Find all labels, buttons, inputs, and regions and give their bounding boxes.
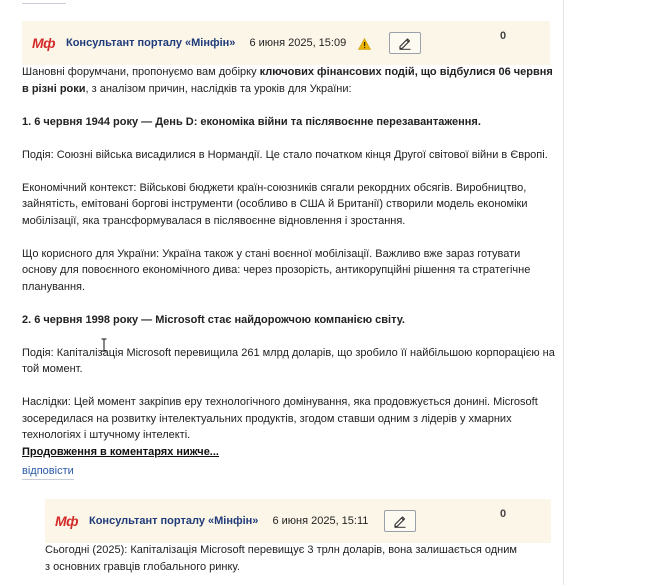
reply-edit-button[interactable] bbox=[384, 510, 416, 532]
author-name[interactable]: Консультант порталу «Мінфін» bbox=[66, 37, 236, 49]
section-1-lesson: Що корисного для України: Україна також у стані воєнної мобілізації. Важливо вже зараз готувати основу для повоєнного економічного дива: через прозорість, антикорупційні рішення та стратегічне планування. bbox=[22, 247, 531, 293]
text-cursor-icon bbox=[100, 338, 108, 352]
section-1-context: Економічний контекст: Військові бюджети країн-союзників сягали рекордних обсягів. Виробництво, зайнятість, емітовані боргові інструменти (особливо в США й Британії) створили модель економіки мобілізації, яка трансформувалася в післявоєнне відновлення і зростання. bbox=[22, 181, 528, 227]
reply-vote-score: 0 bbox=[500, 508, 507, 520]
warning-icon[interactable] bbox=[358, 37, 371, 49]
post-date: 6 июня 2025, 15:09 bbox=[249, 37, 347, 49]
intro-rest-text: , з аналізом причин, наслідків та уроків для України: bbox=[85, 82, 352, 95]
reply-author-name[interactable]: Консультант порталу «Мінфін» bbox=[89, 515, 259, 527]
intro-paragraph bbox=[22, 64, 556, 97]
reply-text-line: з основних гравців глобального ринку. bbox=[45, 560, 240, 573]
reply-body bbox=[45, 542, 525, 575]
intro-bold-text: ключових фінансових подій, що відбулися 06 червня в різні роки bbox=[22, 66, 553, 95]
section-2-title: 2. 6 червня 1998 року — Microsoft стає найдорожчою компанією світу. bbox=[22, 313, 405, 326]
intro-text: Шановні форумчани, пропонуємо вам добірку bbox=[22, 66, 260, 78]
content-column-border bbox=[563, 0, 564, 585]
post-header bbox=[22, 21, 550, 65]
reply-text-line: Сьогодні (2025): Капіталізація Microsoft перевищує 3 трлн доларів, вона залишається одним bbox=[45, 544, 517, 556]
minfin-logo: Мф bbox=[32, 35, 56, 51]
section-1-event: Подія: Союзні війська висадилися в Нормандії. Це стало початком кінця Другої світової війни в Європі. bbox=[22, 148, 548, 161]
reply-date: 6 июня 2025, 15:11 bbox=[272, 515, 369, 527]
edit-button[interactable] bbox=[389, 32, 421, 54]
section-2-consequences: Наслідки: Цей момент закріпив еру технологічного домінування, яка продовжується донині. Microsoft зосередилася на розвитку інтелектуальних продуктів, згодом ставши одним з лідерів у хмарних технологіях і штучному інтелекті. bbox=[22, 396, 538, 441]
reply-header bbox=[45, 499, 551, 543]
reply-link[interactable]: відповісти bbox=[22, 465, 74, 480]
post-body bbox=[22, 64, 556, 444]
section-2-event: Подія: Капіталізація Microsoft перевищила 261 млрд доларів, що зробило її найбільшою корпорацією на той момент. bbox=[22, 346, 555, 375]
section-1-title: 1. 6 червня 1944 року — День D: економіка війни та післявоєнне перезавантаження. bbox=[22, 115, 481, 128]
continue-in-comments-link[interactable]: Продовження в коментарях нижче... bbox=[22, 446, 219, 458]
previous-comment-divider bbox=[22, 0, 66, 4]
pencil-icon bbox=[393, 514, 407, 528]
vote-score: 0 bbox=[500, 30, 507, 42]
minfin-logo: Мф bbox=[55, 513, 79, 529]
pencil-icon bbox=[398, 36, 412, 50]
